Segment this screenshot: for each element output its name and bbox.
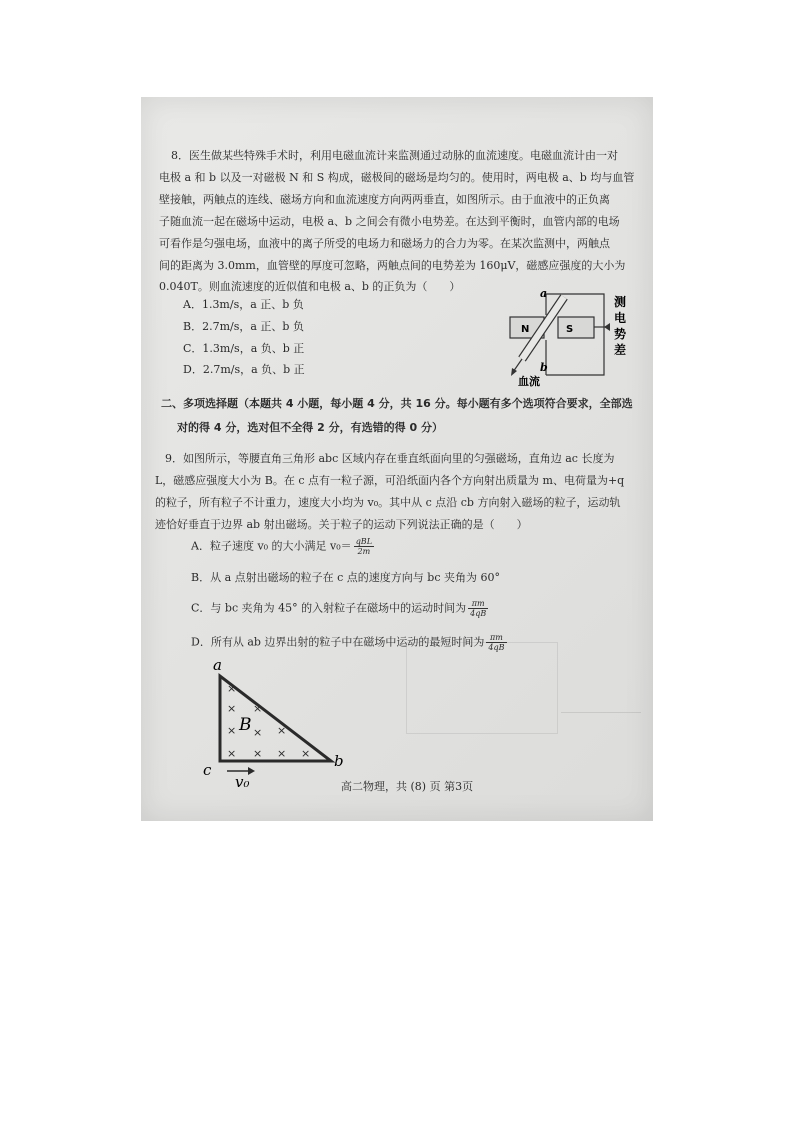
field-cross-icon: × [227, 747, 237, 760]
meter-label-char: 测 [614, 295, 627, 309]
section-2-line: 对的得 4 分，选对但不全得 2 分，有选错的得 0 分） [177, 421, 443, 434]
q8-line: 间的距离为 3.0mm，血管壁的厚度可忽略，两触点间的电势差为 160μV，磁感应强度的大小为 [159, 259, 626, 272]
page-footer: 高二物理，共 (8) 页 第3页 [341, 780, 474, 793]
label-s: S [566, 324, 574, 335]
q8-line: 电极 a 和 b 以及一对磁极 N 和 S 构成，磁极间的磁场是均匀的。使用时，两电极 a、b 均与血管 [159, 171, 635, 184]
q8-line: 子随血流一起在磁场中运动，电极 a、b 之间会有微小电势差。在达到平衡时，血管内部的电场 [159, 215, 620, 228]
fraction-denominator: 4qB [470, 609, 487, 618]
q9-line: 9．如图所示，等腰直角三角形 abc 区域内存在垂直纸面向里的匀强磁场，直角边 ac 长度为 [165, 452, 615, 465]
magnet-s [558, 317, 594, 338]
q9-line: L，磁感应强度大小为 B。在 c 点有一粒子源，可沿纸面内各个方向射出质量为 m、电荷量为+q [155, 474, 625, 487]
field-cross-icon: × [227, 702, 237, 715]
label-n: N [521, 324, 530, 335]
field-cross-icon: × [301, 747, 311, 760]
q8-option-d: D．2.7m/s，a 负、b 正 [183, 363, 305, 376]
fraction-numerator: πm [486, 633, 506, 643]
fraction-numerator: πm [468, 599, 488, 609]
label-v0: v₀ [235, 773, 250, 791]
label-a: a [213, 656, 222, 674]
label-b: b [334, 752, 344, 770]
label-b: b [540, 361, 548, 374]
q9-option-d [191, 633, 507, 652]
q8-line: 可看作是匀强电场，血液中的离子所受的电场力和磁场力的合力为零。在某次监测中，两触点 [159, 237, 610, 250]
meter-label-char: 电 [614, 311, 627, 325]
meter-label-char: 势 [614, 327, 627, 341]
label-c: c [203, 761, 212, 779]
flowmeter-figure [506, 287, 656, 387]
field-cross-icon: × [253, 702, 263, 715]
q9-option-a [191, 537, 374, 556]
q9-line: 迹恰好垂直于边界 ab 射出磁场。关于粒子的运动下列说法正确的是（ ） [155, 518, 528, 531]
bleed-through-mark [561, 712, 641, 753]
q9-option-c [191, 599, 488, 618]
flow-label: 血流 [518, 375, 540, 387]
photographed-page [141, 97, 653, 821]
q9-line: 的粒子，所有粒子不计重力，速度大小均为 v₀。其中从 c 点沿 cb 方向射入磁场的粒子，运动轨 [155, 496, 621, 509]
q9-option-d-text: D．所有从 ab 边界出射的粒子中在磁场中运动的最短时间为 [191, 635, 485, 649]
q8-line: 壁接触，两触点的连线、磁场方向和血流速度方向两两垂直，如图所示。由于血液中的正负离 [159, 193, 610, 206]
q9-option-c-text: C．与 bc 夹角为 45° 的入射粒子在磁场中的运动时间为 [191, 601, 467, 615]
flow-arrow-icon [511, 368, 517, 376]
fraction-denominator: 2m [357, 547, 371, 556]
label-a: a [540, 287, 548, 300]
q8-line: 0.040T。则血流速度的近似值和电极 a、b 的正负为（ ） [159, 280, 461, 293]
field-cross-icon: × [227, 724, 237, 737]
field-cross-icon: × [277, 724, 287, 737]
meter-label-char: 差 [614, 343, 627, 357]
q9-option-a-fraction [354, 537, 374, 556]
q9-option-c-fraction [468, 599, 488, 618]
triangle-abc [220, 676, 331, 761]
field-cross-icon: × [227, 682, 237, 695]
field-cross-icon: × [277, 747, 287, 760]
q9-option-a-text: A．粒子速度 v₀ 的大小满足 v₀＝ [191, 539, 352, 553]
fraction-denominator: 4qB [488, 643, 505, 652]
triangle-field-figure [201, 654, 351, 794]
field-cross-icon: × [253, 726, 263, 739]
section-2-line: 二、多项选择题（本题共 4 小题，每小题 4 分，共 16 分。每小题有多个选项符合要求，全部选 [161, 397, 633, 410]
q8-line: 8．医生做某些特殊手术时，利用电磁血流计来监测通过动脉的血流速度。电磁血流计由一对 [171, 149, 618, 162]
q8-option-a: A．1.3m/s，a 正、b 负 [183, 298, 304, 311]
q8-option-b: B．2.7m/s，a 正、b 负 [183, 320, 304, 333]
field-cross-icon: × [253, 747, 263, 760]
fraction-numerator: qBL [355, 537, 372, 546]
q8-option-c: C．1.3m/s，a 负、b 正 [183, 342, 305, 355]
bleed-through-grid [406, 642, 558, 734]
q9-option-d-fraction [486, 633, 506, 652]
q9-option-b: B．从 a 点射出磁场的粒子在 c 点的速度方向与 bc 夹角为 60° [191, 571, 500, 584]
label-field-b: B [239, 715, 252, 735]
